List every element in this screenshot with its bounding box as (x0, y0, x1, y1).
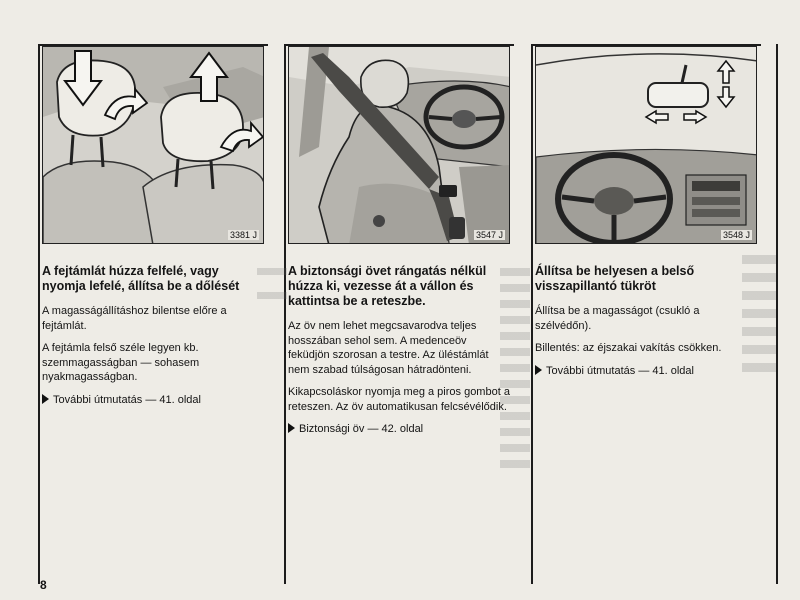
paragraph: A magasságállításhoz bilentse előre a fejtámlát. (42, 305, 227, 332)
page-reference-text: Biztonsági öv — 42. oldal (299, 423, 424, 435)
page-reference (535, 364, 757, 379)
page-reference-text: További útmutatás — 41. oldal (546, 364, 694, 377)
page-reference-text: További útmutatás — 41. oldal (53, 393, 201, 406)
section-heading: Állítsa be helyesen a belső visszapillantó tükröt (535, 264, 695, 293)
page-reference (288, 422, 510, 437)
paragraph: Az öv nem lehet megcsavarodva teljes hosszában sehol sem. A medenceöv feküdjön szorosan a testre. Az üléstámlát nem szabad túlságosan hátradönteni. (288, 320, 489, 376)
paragraph: Állítsa be a magasságot (csukló a szélvédőn). (535, 305, 700, 332)
column-divider-3 (531, 44, 533, 584)
figure-head-restraint (42, 46, 264, 244)
mirror-illustration (536, 47, 757, 244)
arrow-right-icon (535, 365, 542, 375)
figure-seat-belt (288, 46, 510, 244)
figure-code: 3381 J (229, 230, 257, 240)
column-seat-belt (288, 264, 510, 445)
arrow-right-icon (288, 423, 295, 433)
section-heading: A fejtámlát húzza felfelé, vagy nyomja lefelé, állítsa be a dőlését (42, 264, 240, 293)
arrow-right-icon (42, 394, 49, 404)
paragraph: Billentés: az éjszakai vakítás csökken. (535, 342, 722, 354)
seat-belt-illustration (289, 47, 510, 244)
page-reference (42, 393, 264, 408)
column-mirror (535, 264, 757, 386)
column-divider-2 (284, 44, 286, 584)
column-head-restraint (42, 264, 264, 415)
figure-code: 3548 J (722, 230, 750, 240)
paragraph: A fejtámla felső széle legyen kb. szemmagasságban — sohasem nyakmagasságban. (42, 342, 200, 383)
column-divider-4 (776, 44, 778, 584)
column-divider-1 (38, 44, 40, 584)
page-number: 8 (40, 578, 47, 592)
section-heading: A biztonsági övet rángatás nélkül húzza ki, vezesse át a vállon és kattintsa be a reteszbe. (288, 264, 487, 308)
head-restraint-illustration (43, 47, 264, 244)
figure-code: 3547 J (475, 230, 503, 240)
figure-mirror (535, 46, 757, 244)
paragraph: Kikapcsoláskor nyomja meg a piros gombot a reteszen. Az öv automatikusan felcsévélődik. (288, 386, 510, 413)
